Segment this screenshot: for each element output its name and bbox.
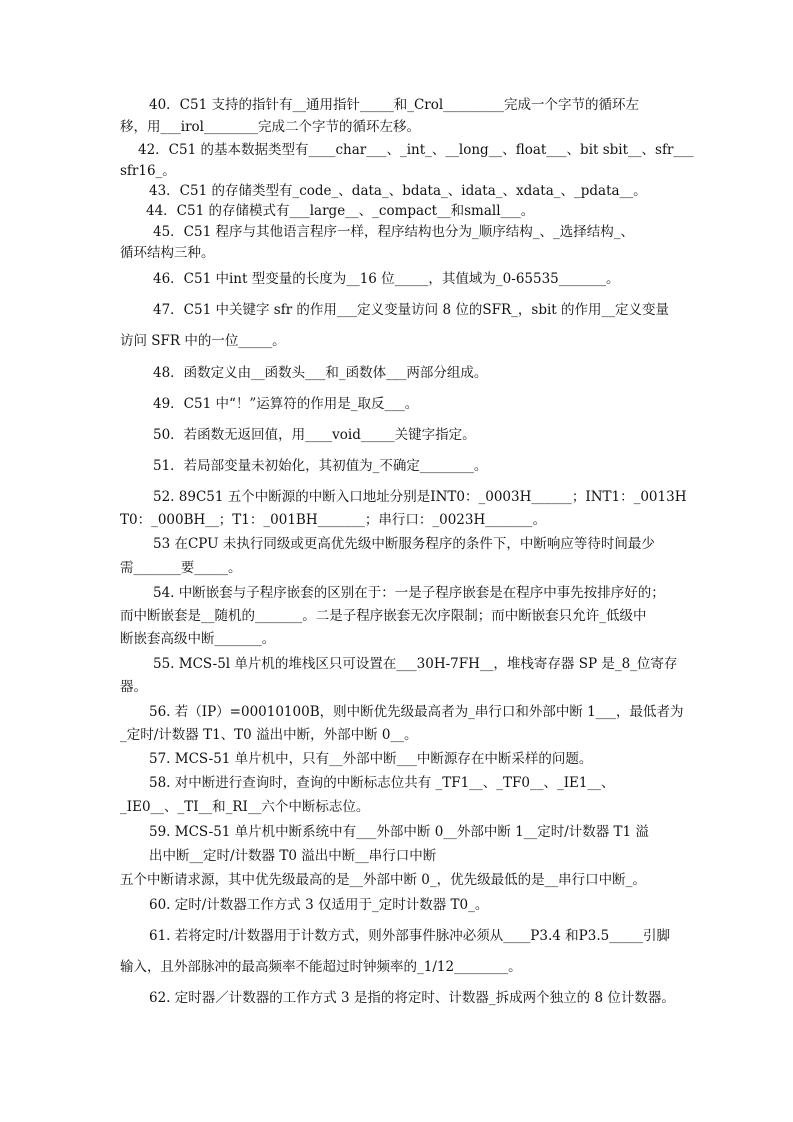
q56-line1: 56. 若（IP）=00010100B，则中断优先级最高者为_串行口和外部中断 1___，最低者为 (149, 704, 684, 720)
q59-line2: 出中断__定时/计数器 T0 溢出中断__串行口中断 (149, 848, 437, 864)
q55-line1: 55. MCS-5l 单片机的堆栈区只可设置在___30H-7FH__，堆栈寄存器 SP 是_8_位寄存 (153, 656, 678, 672)
q47-line1: 47．C51 中关键字 sfr 的作用___定义变量访问 8 位的SFR_，sbit 的作用__定义变量 (153, 302, 669, 318)
q44-line: 44．C51 的存储模式有___large__、_compact__和small___。 (146, 203, 535, 219)
q54-line2: 而中断嵌套是__随机的_______。二是子程序嵌套无次序限制；而中断嵌套只允许_低级中 (120, 608, 647, 624)
q45-line2: 循环结构三种。 (120, 245, 215, 261)
q42-line1: 42．C51 的基本数据类型有____char___、_int_、__long__、float___、bit sbit__、sfr___ (138, 142, 694, 158)
q56-line2: _定时/计数器 T1、T0 溢出中断，外部中断 0__。 (120, 727, 418, 743)
q54-line3: 断嵌套高级中断_______。 (120, 631, 276, 647)
q62-line: 62. 定时器／计数器的工作方式 3 是指的将定时、计数器_拆成两个独立的 8 位计数器。 (149, 990, 675, 1006)
q61-line1: 61. 若将定时/计数器用于计数方式，则外部事件脉冲必须从____P3.4 和P3.5_____引脚 (149, 928, 670, 944)
q42-line2: sfr16_。 (120, 163, 176, 179)
q61-line2: 输入，且外部脉冲的最高频率不能超过时钟频率的_1/12________。 (120, 959, 522, 975)
q57-line: 57. MCS-51 单片机中，只有__外部中断___中断源存在中断采样的问题。 (149, 751, 593, 767)
q47-line2: 访问 SFR 中的一位_____。 (120, 333, 286, 349)
q51-line: 51．若局部变量未初始化，其初值为_不确定________。 (153, 458, 488, 474)
q52-line1: 52. 89C51 五个中断源的中断入口地址分别是INT0：_0003H______；INT1：_0013H (153, 489, 687, 505)
q52-line2: T0：_000BH__；T1：_001BH_______；串行口：_0023H_______。 (120, 512, 546, 528)
q49-line: 49．C51 中“！”运算符的作用是_取反___。 (153, 396, 419, 412)
q59-line3: 五个中断请求源，其中优先级最高的是__外部中断 0_，优先级最低的是__串行口中断_。 (120, 872, 646, 888)
q55-line2: 器。 (120, 679, 147, 695)
q46-line: 46．C51 中int 型变量的长度为__16 位_____，其值域为_0-65535_______。 (153, 271, 620, 287)
q58-line2: _IE0__、_TI__和_RI__六个中断标志位。 (120, 799, 370, 815)
q43-line: 43．C51 的存储类型有_code_、data_、bdata_、idata_、xdata_、_pdata__。 (149, 183, 647, 199)
q60-line: 60. 定时/计数器工作方式 3 仅适用于_定时计数器 T0_。 (149, 897, 489, 913)
q58-line1: 58. 对中断进行查询时，查询的中断标志位共有 _TF1__、_TF0__、_IE1__、 (149, 775, 615, 791)
q48-line: 48．函数定义由__函数头___和_函数体___两部分组成。 (153, 365, 488, 381)
q50-line: 50．若函数无返回值，用____void_____关键字指定。 (153, 427, 476, 443)
q59-line1: 59. MCS-51 单片机中断系统中有___外部中断 0__外部中断 1__定时/计数器 T1 溢 (149, 824, 649, 840)
q53-line1: 53 在CPU 未执行同级或更高优先级中断服务程序的条件下，中断响应等待时间最少 (153, 536, 655, 552)
q54-line1: 54. 中断嵌套与子程序嵌套的区别在于：一是子程序嵌套是在程序中事先按排序好的； (153, 585, 665, 601)
q40-line1: 40．C51 支持的指针有__通用指针_____和_Crol_________完成一个字节的循环左 (149, 97, 639, 113)
q53-line2: 需_______要_____。 (120, 560, 242, 576)
q40-line2: 移，用___irol________完成二个字节的循环左移。 (120, 119, 420, 135)
q45-line1: 45．C51 程序与其他语言程序一样，程序结构也分为_顺序结构_、_选择结构_、 (153, 224, 634, 240)
